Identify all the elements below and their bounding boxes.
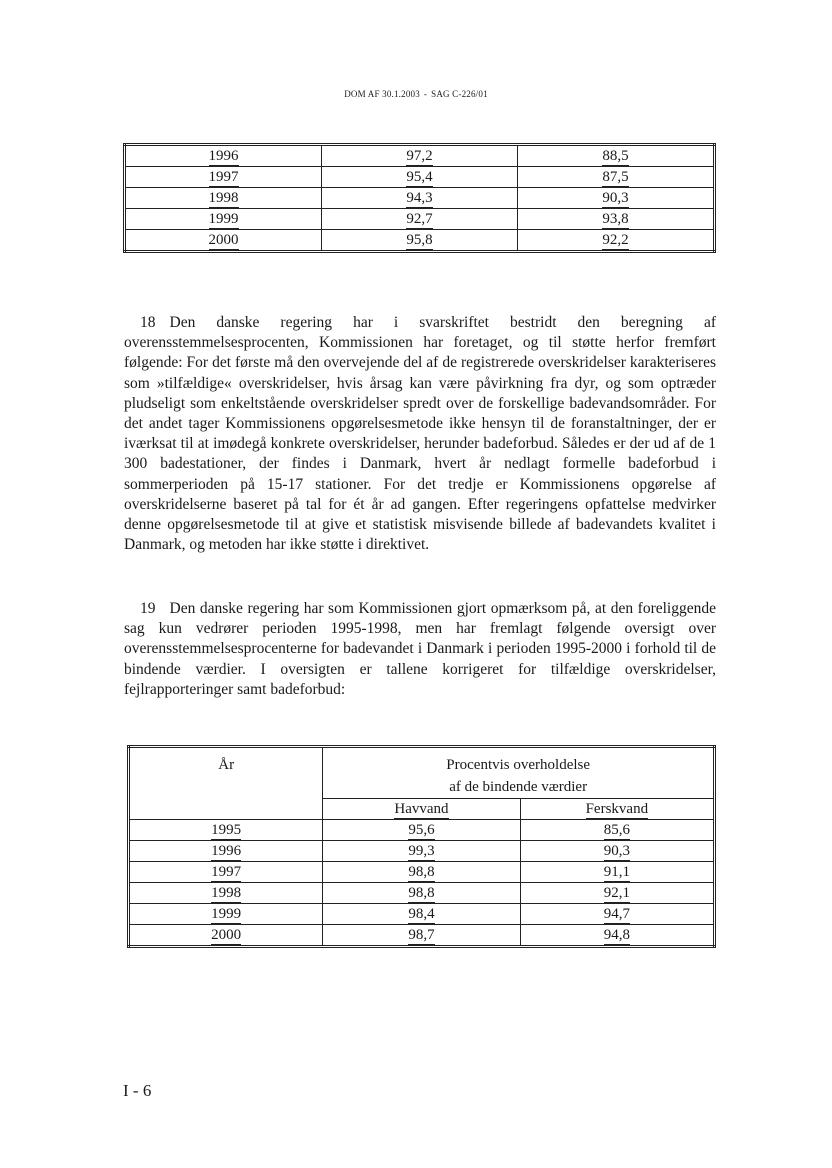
header-sea-label: Havvand	[394, 801, 449, 817]
cell-text: 1999	[208, 211, 239, 227]
cell-value-1	[323, 904, 520, 925]
cell-value-1	[322, 209, 518, 230]
cell-text: 95,8	[406, 232, 433, 248]
cell-value-2	[517, 167, 714, 188]
header-compliance-group	[323, 747, 715, 799]
cell-value-1	[323, 841, 520, 862]
cell-text: 85,6	[603, 822, 630, 838]
cell-value-2	[520, 883, 714, 904]
cell-text: 94,7	[603, 906, 630, 922]
cell-text: 90,3	[602, 190, 629, 206]
cell-year	[125, 209, 322, 230]
table-continued	[123, 143, 716, 253]
cell-value-2	[520, 841, 714, 862]
paragraph-number: 19	[140, 600, 156, 617]
cell-year	[129, 841, 323, 862]
cell-text: 2000	[211, 927, 242, 943]
header-fresh	[520, 799, 714, 820]
header-group-line2: af de bindende værdier	[449, 779, 588, 795]
cell-text: 92,7	[406, 211, 433, 227]
table-row	[129, 862, 715, 883]
cell-text: 88,5	[602, 148, 629, 164]
table-row	[125, 209, 715, 230]
cell-value-1	[322, 145, 518, 167]
table-header-row	[129, 747, 715, 799]
cell-text: 1996	[208, 148, 239, 164]
cell-text: 94,8	[603, 927, 630, 943]
cell-text: 98,8	[408, 864, 435, 880]
cell-text: 97,2	[406, 148, 433, 164]
paragraph-text: Den danske regering har i svarskriftet bestridt den beregning af overensstemmelsesprocenten, Kommissionen har foretaget, og til støtte herfor fremført følgende: For det første må den overvejende del af de registrerede overskridelser karakteriseres som »tilfældige« overskridelser, hvis årsag kan være påvirkning fra dyr, og som optræder pludseligt som enkeltstående overskridelser spredt over de forskellige badevandsområder. For det andet tager Kommissionens opgørelsesmetode ikke hensyn til de foranstaltninger, der er iværksat til at imødegå konkrete overskridelser, herunder badeforbud. Således er der ud af de 1 300 badestationer, der findes i Danmark, hvert år nedlagt formelle badeforbud i sommerperioden på 15-17 stationer. For det tredje er Kommissionens opgørelse af overskridelserne baseret på tal for ét år ad gangen. Efter regeringens opfattelse medvirker denne opgørelsesmetode til at give et statistisk misvisende billede af badevandets kvalitet i Danmark, og metoden har ikke støtte i direktivet.	[124, 314, 716, 554]
cell-year	[129, 820, 323, 841]
table-compliance	[127, 745, 716, 948]
header-year: År	[129, 747, 323, 820]
cell-text: 90,3	[603, 843, 630, 859]
cell-text: 1998	[211, 885, 242, 901]
table-row	[129, 904, 715, 925]
cell-value-1	[322, 188, 518, 209]
table-row	[125, 167, 715, 188]
table-row	[129, 820, 715, 841]
cell-year	[125, 188, 322, 209]
table-row	[129, 883, 715, 904]
cell-value-2	[517, 188, 714, 209]
cell-value-1	[322, 167, 518, 188]
cell-value-1	[323, 883, 520, 904]
cell-value-2	[520, 862, 714, 883]
cell-text: 98,4	[408, 906, 435, 922]
cell-value-2	[520, 904, 714, 925]
page-number: I - 6	[123, 1081, 152, 1100]
paragraph-number: 18	[140, 314, 156, 331]
cell-year	[125, 145, 322, 167]
header-case-number: SAG C-226/01	[431, 89, 488, 99]
cell-value-1	[323, 925, 520, 947]
cell-text: 2000	[208, 232, 239, 248]
cell-text: 94,3	[406, 190, 433, 206]
cell-value-1	[323, 862, 520, 883]
cell-text: 98,7	[408, 927, 435, 943]
cell-text: 1998	[208, 190, 239, 206]
cell-value-2	[517, 209, 714, 230]
cell-value-1	[323, 820, 520, 841]
table-row	[125, 188, 715, 209]
paragraph-text: Den danske regering har som Kommissionen gjort opmærksom på, at den foreliggende sag kun vedrører perioden 1995-1998, men har fremlagt følgende oversigt over overensstemmelsesprocenterne for badevandet i Danmark i perioden 1995-2000 i forhold til de bindende værdier. I oversigten er tallene korrigeret for tilfældige overskridelser, fejlrapporteringer samt badeforbud:	[124, 600, 716, 698]
cell-text: 95,4	[406, 169, 433, 185]
cell-text: 1996	[211, 843, 242, 859]
header-separator: -	[423, 89, 428, 99]
cell-text: 87,5	[602, 169, 629, 185]
cell-text: 91,1	[603, 864, 630, 880]
header-group-line1: Procentvis overholdelse	[446, 757, 591, 773]
cell-text: 1999	[211, 906, 242, 922]
cell-text: 98,8	[408, 885, 435, 901]
cell-text: 92,2	[602, 232, 629, 248]
cell-text: 1997	[211, 864, 242, 880]
cell-value-2	[520, 925, 714, 947]
cell-year	[129, 904, 323, 925]
cell-value-1	[322, 230, 518, 252]
table-row	[129, 841, 715, 862]
cell-year	[125, 167, 322, 188]
cell-year	[125, 230, 322, 252]
paragraph-19	[124, 599, 716, 700]
table-compliance-body	[129, 747, 715, 947]
cell-value-2	[517, 230, 714, 252]
cell-text: 1997	[208, 169, 239, 185]
cell-value-2	[517, 145, 714, 167]
table-row	[129, 925, 715, 947]
cell-text: 93,8	[602, 211, 629, 227]
table-row	[125, 145, 715, 167]
cell-text: 92,1	[603, 885, 630, 901]
header-case-date: DOM AF 30.1.2003	[344, 89, 420, 99]
cell-text: 95,6	[408, 822, 435, 838]
header-fresh-label: Ferskvand	[585, 801, 649, 817]
running-header	[0, 89, 832, 99]
cell-year	[129, 925, 323, 947]
table-row	[125, 230, 715, 252]
table-continued-body	[125, 145, 715, 252]
cell-year	[129, 883, 323, 904]
cell-year	[129, 862, 323, 883]
header-sea	[323, 799, 520, 820]
cell-text: 99,3	[408, 843, 435, 859]
cell-value-2	[520, 820, 714, 841]
paragraph-18	[124, 313, 716, 555]
cell-text: 1995	[211, 822, 242, 838]
